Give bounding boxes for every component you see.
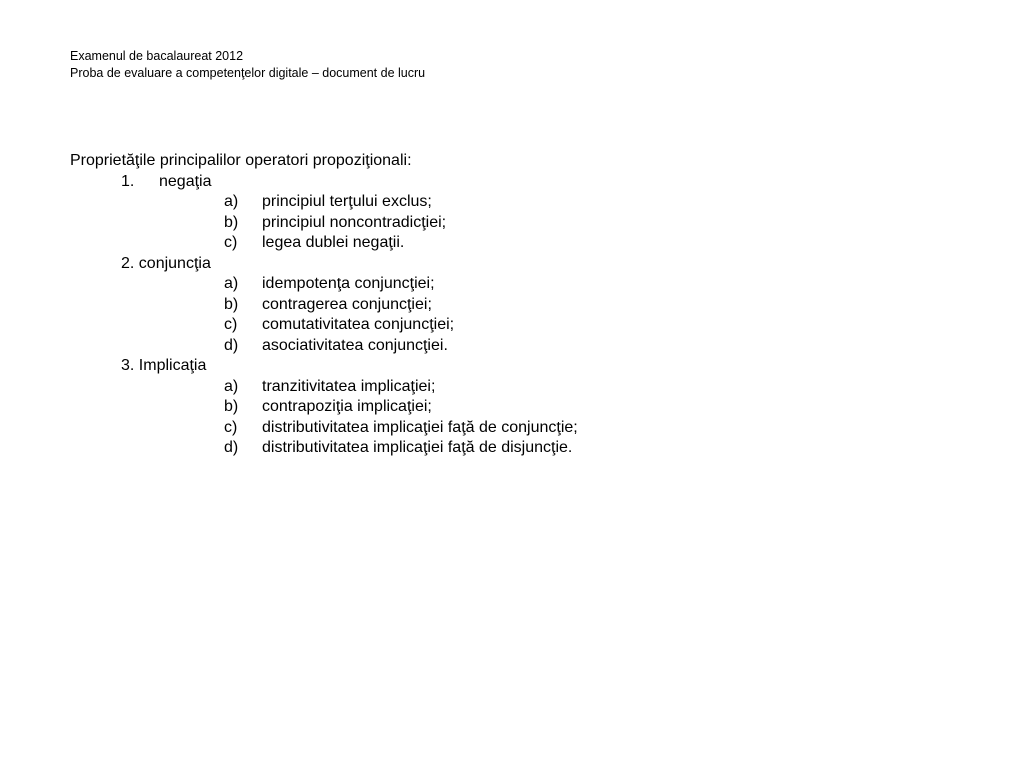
list-item-marker: d) (224, 439, 239, 456)
list-item-marker: a) (224, 193, 239, 210)
list-item (70, 233, 412, 254)
list-item-marker: c) (224, 418, 238, 436)
section-title: 3. Implicaţia (121, 357, 207, 374)
list-item-marker: b) (224, 295, 239, 313)
list-item-marker: b) (224, 213, 239, 231)
list-item-text: principiul noncontradicţiei; (262, 213, 447, 231)
list-item-text: contrapoziţia implicaţiei; (262, 398, 432, 415)
list-item (70, 418, 578, 439)
list-item-marker: a) (224, 275, 239, 292)
section-heading (70, 172, 412, 193)
intro-text: Proprietăţile principalilor operatori propoziţionali: (70, 152, 412, 169)
list-item-marker: d) (224, 336, 239, 354)
header-exam-title: Examenul de bacalaureat 2012 (70, 49, 244, 63)
header-exam-subtitle: Proba de evaluare a competenţelor digitale – document de lucru (70, 66, 426, 80)
list-item (70, 377, 436, 398)
list-item (70, 295, 432, 316)
list-item-text: idempotenţa conjuncţiei; (262, 275, 435, 292)
list-item-marker: c) (224, 316, 238, 333)
section-heading (70, 254, 412, 275)
section-title: 2. conjuncţia (121, 254, 211, 272)
section-number: 1. (121, 172, 135, 190)
document-body (70, 151, 578, 459)
intro-line (70, 151, 412, 172)
list-item-marker: c) (224, 234, 238, 251)
list-item-marker: a) (224, 377, 239, 395)
section-title: negaţia (159, 172, 212, 190)
list-item-text: contragerea conjuncţiei; (262, 295, 432, 313)
list-item (70, 213, 447, 234)
list-item-text: asociativitatea conjuncţiei. (262, 336, 448, 354)
list-item-text: distributivitatea implicaţiei faţă de conjuncţie; (262, 418, 578, 436)
list-item (70, 315, 455, 336)
section-heading (70, 356, 412, 377)
list-item (70, 336, 448, 357)
document-header (70, 48, 425, 82)
list-item (70, 192, 432, 213)
list-item-marker: b) (224, 398, 239, 415)
list-item-text: principiul terţului exclus; (262, 193, 432, 210)
list-item-text: distributivitatea implicaţiei faţă de disjuncţie. (262, 439, 573, 456)
list-item (70, 438, 573, 459)
list-item-text: comutativitatea conjuncţiei; (262, 316, 455, 333)
list-item (70, 397, 432, 418)
list-item-text: tranzitivitatea implicaţiei; (262, 377, 436, 395)
list-item-text: legea dublei negaţii. (262, 234, 405, 251)
list-item (70, 274, 435, 295)
